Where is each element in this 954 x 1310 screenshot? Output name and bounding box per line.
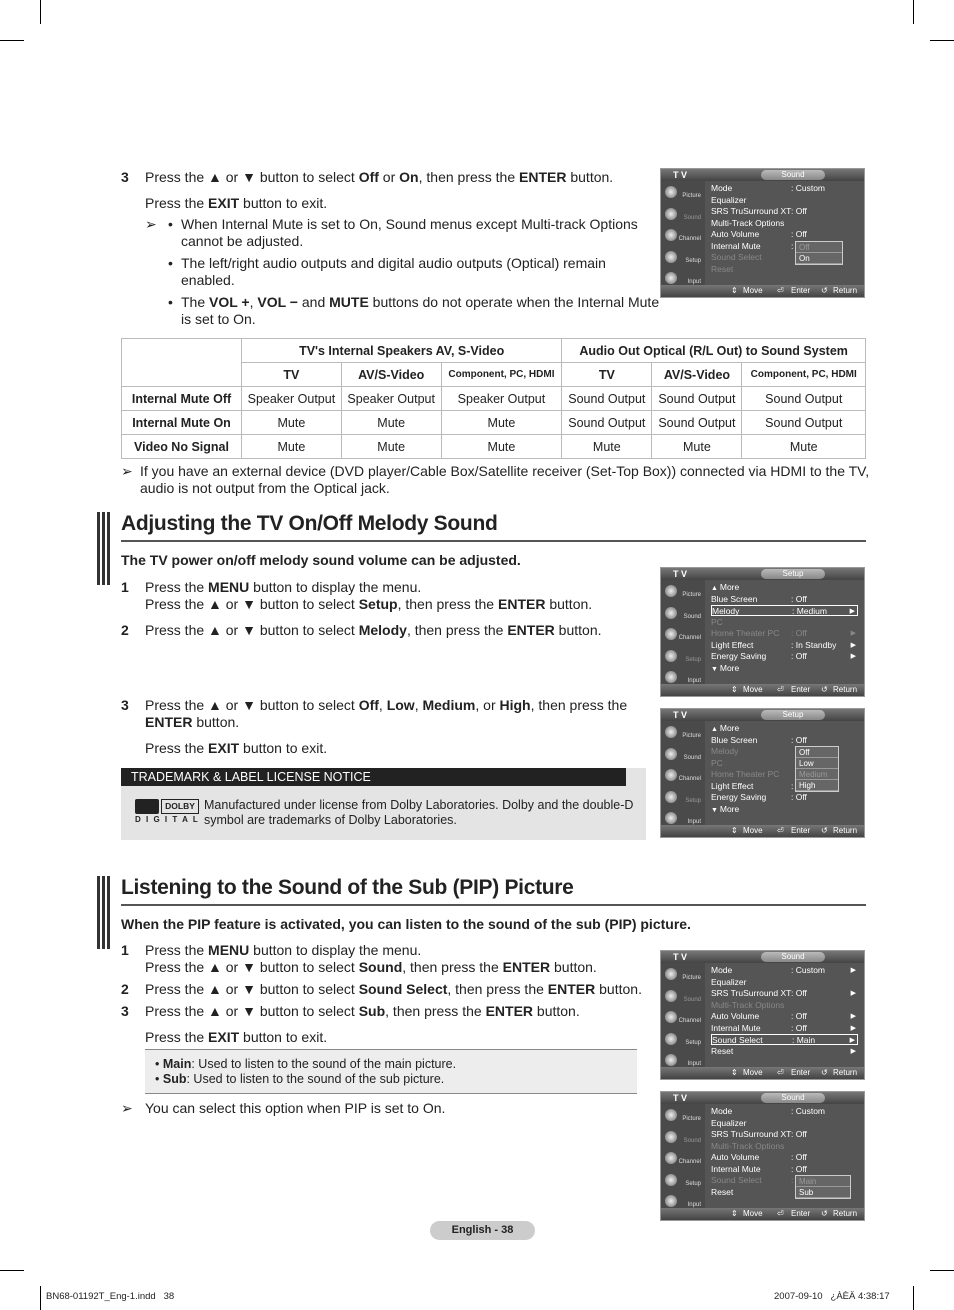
table-cell: Sound Output bbox=[562, 411, 652, 435]
osd-sidebar-item: Sound bbox=[663, 745, 703, 765]
table-cell: Mute bbox=[742, 435, 866, 459]
tv-osd-screenshot bbox=[660, 1091, 865, 1221]
osd-sidebar-item: Setup bbox=[663, 788, 703, 808]
osd-sidebar-item: Sound bbox=[663, 205, 703, 225]
osd-menu-row: ▼ More bbox=[711, 662, 740, 673]
internal-mute-table bbox=[121, 338, 866, 459]
table-cell: Speaker Output bbox=[242, 387, 342, 411]
bullet-3-text: The VOL +, VOL − and MUTE buttons do not operate when the Internal Mute is set to On. bbox=[181, 294, 660, 327]
osd-menu-row: ▼ More bbox=[711, 803, 740, 814]
osd-menu-row: ▲ More bbox=[711, 582, 740, 592]
osd-menu-row: Multi-Track Options bbox=[711, 217, 785, 228]
osd-menu-tab: Sound bbox=[761, 1093, 825, 1103]
tv-osd-screenshot bbox=[660, 168, 865, 298]
exit-instruction: Press the EXIT button to exit. bbox=[145, 195, 328, 211]
osd-title-bar bbox=[661, 951, 864, 963]
table-cell: Mute bbox=[441, 435, 562, 459]
osd-menu-row: Sound Select : bbox=[711, 1175, 794, 1185]
osd-sidebar-item: Picture bbox=[663, 1106, 703, 1126]
osd-sidebar-item: Channel bbox=[663, 226, 703, 246]
osd-tv-label: T V bbox=[673, 952, 688, 962]
osd-menu-row: Equalizer bbox=[711, 1117, 747, 1128]
table-row-header: Internal Mute Off bbox=[122, 387, 242, 411]
osd-menu-row: Sound Select bbox=[711, 252, 762, 262]
table-cell: Sound Output bbox=[652, 387, 742, 411]
section-intro: When the PIP feature is activated, you can listen to the sound of the sub (PIP) picture. bbox=[121, 916, 691, 932]
crop-mark bbox=[0, 1270, 24, 1271]
osd-menu-row: PC bbox=[711, 616, 723, 627]
sound-icon bbox=[665, 1131, 677, 1143]
osd-menu-row: Auto Volume : Off bbox=[711, 229, 807, 239]
exit-instruction: Press the EXIT button to exit. bbox=[145, 1029, 328, 1045]
osd-sidebar-item: Picture bbox=[663, 582, 703, 602]
table-col-header: TV bbox=[562, 363, 652, 387]
enter-icon: ⏎ bbox=[777, 1209, 784, 1218]
sound-icon bbox=[665, 607, 677, 619]
chevron-right-icon: ▶ bbox=[850, 967, 856, 974]
osd-title-bar bbox=[661, 169, 864, 181]
notice-title: TRADEMARK & LABEL LICENSE NOTICE bbox=[121, 768, 626, 786]
osd-menu-row: SRS TruSurround XT : Off bbox=[711, 206, 807, 216]
osd-menu-body bbox=[707, 721, 862, 825]
osd-sidebar bbox=[661, 963, 705, 1067]
osd-sidebar-item: Setup bbox=[663, 1171, 703, 1191]
picture-icon bbox=[665, 726, 677, 738]
crop-mark bbox=[913, 0, 914, 24]
info-sub: • Sub: Used to listen to the sound of the sub picture. bbox=[155, 1072, 445, 1086]
table-cell: Sound Output bbox=[742, 411, 866, 435]
input-icon bbox=[665, 272, 677, 284]
info-main: • Main: Used to listen to the sound of the main picture. bbox=[155, 1057, 457, 1071]
osd-popup-option: Sub bbox=[796, 1187, 850, 1198]
picture-icon bbox=[665, 1109, 677, 1121]
osd-menu-row: Energy Saving : Off ▶ bbox=[711, 651, 856, 661]
table-group-header: Audio Out Optical (R/L Out) to Sound System bbox=[562, 339, 866, 363]
sound-icon bbox=[665, 208, 677, 220]
more-arrow-icon: ▼ bbox=[711, 665, 720, 673]
osd-sidebar-item: Setup bbox=[663, 248, 703, 268]
enter-icon: ⏎ bbox=[777, 826, 784, 835]
osd-sidebar-item: Input bbox=[663, 269, 703, 289]
sound-icon bbox=[665, 990, 677, 1002]
table-cell: Sound Output bbox=[562, 387, 652, 411]
bullet-2: • bbox=[168, 255, 173, 271]
osd-menu-row: Mode : Custom bbox=[711, 1106, 826, 1116]
bullet-2-text: The left/right audio outputs and digital audio outputs (Optical) remain enabled. bbox=[181, 255, 606, 288]
osd-sidebar bbox=[661, 181, 705, 285]
osd-sidebar-item: Input bbox=[663, 668, 703, 688]
enter-icon: ⏎ bbox=[777, 1068, 784, 1077]
note-arrow-icon: ➢ bbox=[121, 1100, 133, 1116]
osd-sidebar-item: Channel bbox=[663, 1008, 703, 1028]
osd-menu-tab: Setup bbox=[761, 569, 825, 579]
osd-popup-option: Low bbox=[796, 758, 838, 769]
table-cell: Speaker Output bbox=[341, 387, 441, 411]
osd-popup-option: Medium bbox=[796, 769, 838, 780]
table-col-header: Component, PC, HDMI bbox=[742, 363, 866, 387]
table-cell: Mute bbox=[562, 435, 652, 459]
bullet-1-text: When Internal Mute is set to On, Sound menus except Multi-track Options cannot be adjusted. bbox=[181, 216, 638, 249]
note-arrow-icon: ➢ bbox=[121, 463, 133, 479]
section-marker bbox=[97, 876, 111, 949]
crop-mark bbox=[40, 1286, 41, 1310]
channel-icon bbox=[665, 628, 677, 640]
enter-icon: ⏎ bbox=[777, 286, 784, 295]
osd-sidebar-item: Sound bbox=[663, 604, 703, 624]
osd-menu-row: Mode : Custom ▶ bbox=[711, 965, 856, 975]
table-col-header: Component, PC, HDMI bbox=[441, 363, 562, 387]
osd-title-bar bbox=[661, 568, 864, 580]
chevron-right-icon: ▶ bbox=[850, 1024, 856, 1032]
osd-footer: ⇕ Move ⏎ Enter ↺ Return bbox=[661, 1067, 864, 1079]
table-cell: Mute bbox=[652, 435, 742, 459]
pip-note: You can select this option when PIP is set to On. bbox=[145, 1100, 446, 1116]
crop-mark bbox=[930, 1270, 954, 1271]
tv-osd-screenshot bbox=[660, 950, 865, 1080]
osd-sidebar bbox=[661, 580, 705, 684]
picture-icon bbox=[665, 585, 677, 597]
table-row-header: Video No Signal bbox=[122, 435, 242, 459]
osd-menu-row: PC bbox=[711, 757, 723, 768]
return-icon: ↺ bbox=[821, 1068, 828, 1077]
setup-icon bbox=[665, 251, 677, 263]
osd-title-bar bbox=[661, 709, 864, 721]
osd-sidebar-item: Channel bbox=[663, 1149, 703, 1169]
return-icon: ↺ bbox=[821, 826, 828, 835]
chevron-right-icon: ▶ bbox=[849, 1037, 855, 1044]
input-icon bbox=[665, 1195, 677, 1207]
osd-menu-row: SRS TruSurround XT : Off bbox=[711, 1129, 807, 1139]
osd-menu-row: Multi-Track Options bbox=[711, 1140, 785, 1151]
table-cell: Speaker Output bbox=[441, 387, 562, 411]
osd-menu-body bbox=[707, 181, 862, 285]
osd-menu-row: Equalizer bbox=[711, 976, 747, 987]
step-1-line2: Press the ▲ or ▼ button to select Setup, then press the ENTER button. bbox=[145, 596, 593, 612]
section-marker bbox=[97, 512, 111, 585]
osd-menu-row: Energy Saving : Off bbox=[711, 792, 807, 802]
channel-icon bbox=[665, 1152, 677, 1164]
osd-popup bbox=[795, 241, 843, 265]
crop-mark bbox=[40, 0, 41, 24]
channel-icon bbox=[665, 769, 677, 781]
osd-menu-body bbox=[707, 963, 862, 1067]
osd-menu-row: Melody bbox=[711, 746, 739, 756]
setup-icon bbox=[665, 1033, 677, 1045]
move-icon: ⇕ bbox=[731, 286, 738, 295]
table-cell: Mute bbox=[341, 411, 441, 435]
osd-menu-row: Auto Volume : Off bbox=[711, 1152, 807, 1162]
move-icon: ⇕ bbox=[731, 685, 738, 694]
chevron-right-icon: ▶ bbox=[850, 630, 856, 637]
setup-icon bbox=[665, 650, 677, 662]
enter-icon: ⏎ bbox=[777, 685, 784, 694]
section-intro: The TV power on/off melody sound volume can be adjusted. bbox=[121, 552, 521, 568]
sound-icon bbox=[665, 748, 677, 760]
tv-osd-screenshot bbox=[660, 567, 865, 697]
input-icon bbox=[665, 671, 677, 683]
osd-tv-label: T V bbox=[673, 710, 688, 720]
osd-popup bbox=[795, 1175, 851, 1199]
print-info-right: 2007-09-10 ¿ÀÈÄ 4:38:17 bbox=[774, 1291, 890, 1302]
hdmi-note: If you have an external device (DVD player/Cable Box/Satellite receiver (Set-Top Box)) connected via HDMI to the TV, audio is not output from the Optical jack. bbox=[140, 463, 870, 496]
osd-popup-option: Off bbox=[796, 242, 842, 253]
dolby-logo bbox=[135, 799, 201, 827]
more-arrow-icon: ▲ bbox=[711, 585, 720, 592]
osd-menu-row: Internal Mute : Off bbox=[711, 1163, 807, 1174]
section-heading bbox=[121, 512, 866, 542]
osd-sidebar-item: Input bbox=[663, 1051, 703, 1071]
channel-icon bbox=[665, 229, 677, 241]
osd-sidebar-item: Channel bbox=[663, 625, 703, 645]
picture-icon bbox=[665, 186, 677, 198]
osd-sidebar-item: Channel bbox=[663, 766, 703, 786]
dolby-digital-text: D I G I T A L bbox=[135, 815, 200, 824]
osd-menu-row: Light Effect : bbox=[711, 780, 794, 791]
osd-sidebar bbox=[661, 1104, 705, 1208]
page-number: English - 38 bbox=[430, 1221, 535, 1240]
table-row-header: Internal Mute On bbox=[122, 411, 242, 435]
osd-footer: ⇕ Move ⏎ Enter ↺ Return bbox=[661, 285, 864, 297]
bullet-3: • bbox=[168, 294, 173, 310]
dolby-wordmark: DOLBY bbox=[161, 799, 199, 814]
table-row bbox=[122, 435, 866, 459]
table-col-header: AV/S-Video bbox=[341, 363, 441, 387]
crop-mark bbox=[930, 40, 954, 41]
osd-menu-row: Melody : Medium ▶ bbox=[711, 605, 858, 616]
osd-popup-option: Main bbox=[796, 1176, 850, 1187]
table-cell: Mute bbox=[441, 411, 562, 435]
table-col-header: TV bbox=[242, 363, 342, 387]
table-cell: Sound Output bbox=[742, 387, 866, 411]
more-arrow-icon: ▼ bbox=[711, 806, 720, 814]
osd-tv-label: T V bbox=[673, 170, 688, 180]
crop-mark bbox=[913, 1286, 914, 1310]
chevron-right-icon: ▶ bbox=[850, 641, 856, 649]
osd-sidebar-item: Picture bbox=[663, 965, 703, 985]
osd-menu-row: Blue Screen : Off bbox=[711, 593, 807, 604]
osd-menu-row: Internal Mute : Off ▶ bbox=[711, 1022, 856, 1033]
crop-mark bbox=[0, 40, 24, 41]
info-box bbox=[145, 1049, 637, 1094]
input-icon bbox=[665, 1054, 677, 1066]
section-heading bbox=[121, 876, 866, 906]
osd-sidebar-item: Picture bbox=[663, 183, 703, 203]
osd-menu-tab: Sound bbox=[761, 952, 825, 962]
osd-sidebar-item: Input bbox=[663, 809, 703, 829]
osd-footer: ⇕ Move ⏎ Enter ↺ Return bbox=[661, 1208, 864, 1220]
osd-menu-row: ▲ More bbox=[711, 723, 740, 733]
osd-menu-row: Internal Mute : bbox=[711, 240, 794, 251]
chevron-right-icon: ▶ bbox=[850, 1013, 856, 1020]
chevron-right-icon: ▶ bbox=[850, 653, 856, 660]
osd-title-bar bbox=[661, 1092, 864, 1104]
page-title: Adjusting the TV On/Off Melody Sound bbox=[121, 512, 498, 535]
osd-popup bbox=[795, 746, 839, 792]
osd-sidebar-item: Input bbox=[663, 1192, 703, 1212]
tv-osd-screenshot bbox=[660, 708, 865, 838]
chevron-right-icon: ▶ bbox=[850, 990, 856, 997]
osd-menu-row: Reset bbox=[711, 263, 734, 274]
notice-text: Manufactured under license from Dolby Laboratories. Dolby and the double-D symbol are trademarks of Dolby Laboratories. bbox=[204, 798, 634, 827]
osd-tv-label: T V bbox=[673, 1093, 688, 1103]
table-corner bbox=[122, 339, 242, 387]
table-group-header: TV's Internal Speakers AV, S-Video bbox=[242, 339, 562, 363]
move-icon: ⇕ bbox=[731, 826, 738, 835]
osd-menu-row: Mode : Custom bbox=[711, 183, 826, 193]
osd-menu-row: Auto Volume : Off ▶ bbox=[711, 1011, 856, 1021]
osd-menu-row: Reset bbox=[711, 1186, 734, 1197]
osd-menu-tab: Setup bbox=[761, 710, 825, 720]
table-cell: Sound Output bbox=[652, 411, 742, 435]
osd-menu-row: Blue Screen : Off bbox=[711, 734, 807, 745]
osd-menu-row: Multi-Track Options bbox=[711, 999, 785, 1010]
return-icon: ↺ bbox=[821, 286, 828, 295]
return-icon: ↺ bbox=[821, 685, 828, 694]
chevron-right-icon: ▶ bbox=[850, 1047, 856, 1055]
osd-sidebar-item: Picture bbox=[663, 723, 703, 743]
page-title: Listening to the Sound of the Sub (PIP) Picture bbox=[121, 876, 574, 899]
setup-icon bbox=[665, 1174, 677, 1186]
osd-menu-row: Home Theater PC bbox=[711, 769, 780, 779]
bullet-1: • bbox=[168, 216, 173, 232]
step-3-line2: ENTER button. bbox=[145, 714, 240, 730]
move-icon: ⇕ bbox=[731, 1209, 738, 1218]
osd-footer: ⇕ Move ⏎ Enter ↺ Return bbox=[661, 825, 864, 837]
osd-menu-row: Light Effect : In Standby ▶ bbox=[711, 639, 856, 650]
chevron-right-icon: ▶ bbox=[849, 608, 855, 615]
osd-popup-option: Off bbox=[796, 747, 838, 758]
osd-menu-row: Sound Select : Main ▶ bbox=[711, 1034, 858, 1045]
osd-menu-row: Equalizer bbox=[711, 194, 747, 205]
table-row bbox=[122, 387, 866, 411]
note-arrow-icon: ➢ bbox=[145, 216, 157, 232]
step-1-line2: Press the ▲ or ▼ button to select Sound, then press the ENTER button. bbox=[145, 959, 597, 975]
osd-sidebar bbox=[661, 721, 705, 825]
table-cell: Mute bbox=[341, 435, 441, 459]
osd-menu-row: Home Theater PC : Off ▶ bbox=[711, 628, 856, 638]
picture-icon bbox=[665, 968, 677, 980]
table-col-header: AV/S-Video bbox=[652, 363, 742, 387]
osd-menu-tab: Sound bbox=[761, 170, 825, 180]
more-arrow-icon: ▲ bbox=[711, 726, 720, 733]
table-cell: Mute bbox=[242, 435, 342, 459]
osd-sidebar-item: Setup bbox=[663, 647, 703, 667]
table-cell: Mute bbox=[242, 411, 342, 435]
print-info-left: BN68-01192T_Eng-1.indd 38 bbox=[46, 1291, 175, 1302]
input-icon bbox=[665, 812, 677, 824]
osd-menu-body bbox=[707, 1104, 862, 1208]
osd-menu-row: SRS TruSurround XT : Off ▶ bbox=[711, 988, 856, 998]
return-icon: ↺ bbox=[821, 1209, 828, 1218]
osd-sidebar-item: Sound bbox=[663, 987, 703, 1007]
table-row bbox=[122, 411, 866, 435]
osd-popup-option: On bbox=[796, 253, 842, 264]
move-icon: ⇕ bbox=[731, 1068, 738, 1077]
setup-icon bbox=[665, 791, 677, 803]
osd-sidebar-item: Setup bbox=[663, 1030, 703, 1050]
osd-popup-option: High bbox=[796, 780, 838, 791]
double-d-icon bbox=[135, 799, 159, 814]
osd-sidebar-item: Sound bbox=[663, 1128, 703, 1148]
osd-menu-row: Reset ▶ bbox=[711, 1045, 856, 1056]
osd-menu-body bbox=[707, 580, 862, 684]
exit-instruction: Press the EXIT button to exit. bbox=[145, 740, 328, 756]
osd-footer: ⇕ Move ⏎ Enter ↺ Return bbox=[661, 684, 864, 696]
channel-icon bbox=[665, 1011, 677, 1023]
osd-tv-label: T V bbox=[673, 569, 688, 579]
